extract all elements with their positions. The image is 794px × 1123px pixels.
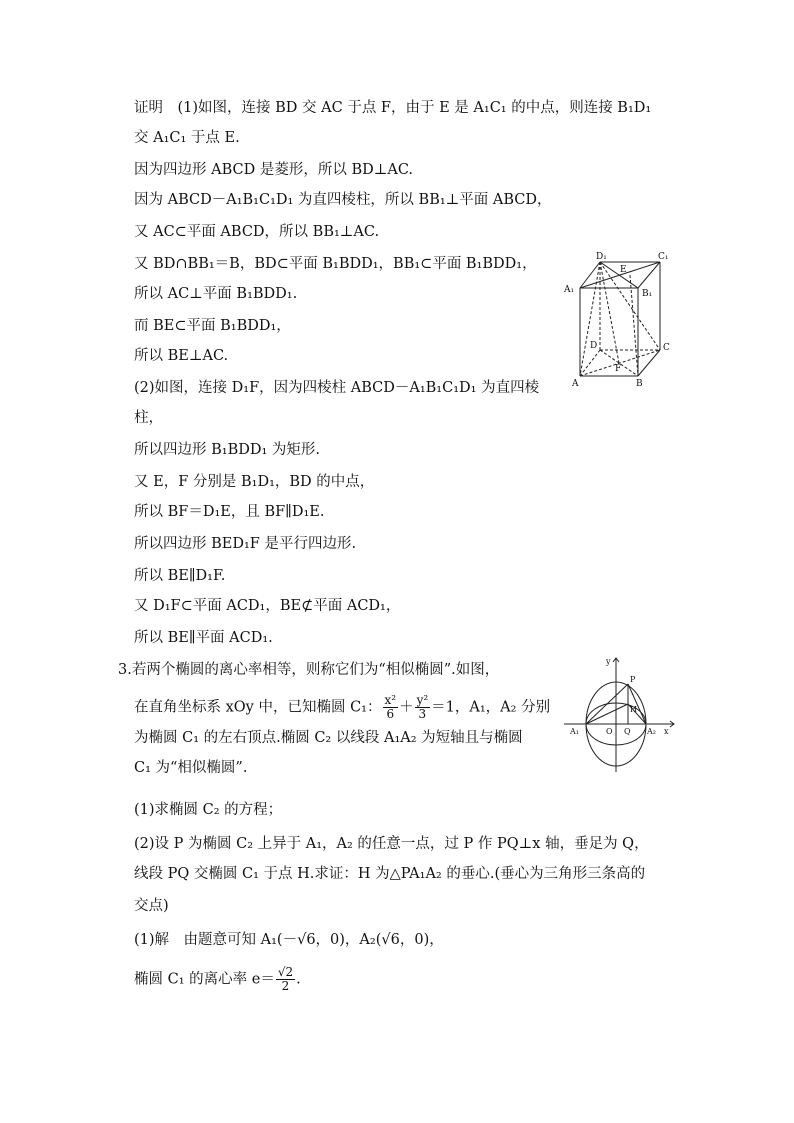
- proof-line-4: 因为 ABCD－A₁B₁C₁D₁ 为直四棱柱，所以 BB₁⊥平面 ABCD，: [134, 192, 552, 208]
- proof-line-16: 所以 BE∥D₁F.: [134, 568, 226, 584]
- label-a2: A₂: [647, 727, 656, 736]
- proof-line-15: 所以四边形 BED₁F 是平行四边形.: [134, 536, 357, 552]
- label-c1: C₁: [658, 252, 669, 262]
- label-b1: B₁: [642, 289, 653, 299]
- problem3-line-2a: 在直角坐标系 xOy 中，已知椭圆 C₁：: [134, 699, 382, 716]
- problem3-line-9: (1)解 由题意可知 A₁(－√6，0)，A₂(√6，0)，: [134, 932, 444, 948]
- proof-line-17: 又 D₁F⊂平面 ACD₁，BE⊄平面 ACD₁，: [134, 598, 401, 614]
- fraction-sqrt2-over-2: $\frac{√2}{2}$: [277, 965, 294, 993]
- problem3-line-7: 线段 PQ 交椭圆 C₁ 于点 H.求证：H 为△PA₁A₂ 的垂心.(垂心为三角形三条高的: [134, 866, 646, 882]
- label-p: P: [630, 675, 636, 684]
- label-c: C: [663, 343, 670, 353]
- segment-pa2: [628, 684, 646, 724]
- proof-line-6: 又 BD∩BB₁＝B，BD⊂平面 B₁BDD₁，BB₁⊂平面 B₁BDD₁，: [134, 256, 537, 272]
- label-e: E: [620, 265, 627, 275]
- problem3-line-8: 交点): [134, 898, 169, 914]
- proof-line-18: 所以 BE∥平面 ACD₁.: [134, 630, 273, 646]
- problem3-line-3: 为椭圆 C₁ 的左右顶点.椭圆 C₂ 以线段 A₁A₂ 为短轴且与椭圆: [134, 730, 523, 746]
- problem3-line-10a: 椭圆 C₁ 的离心率 e＝: [134, 971, 275, 988]
- label-a1: A₁: [570, 727, 579, 736]
- label-y: y: [606, 657, 611, 666]
- proof-line-2: 交 A₁C₁ 于点 E.: [134, 130, 240, 146]
- ellipse-figure: [560, 654, 680, 776]
- edge-da: [580, 350, 600, 376]
- problem3-line-6: (2)设 P 为椭圆 C₂ 上异于 A₁，A₂ 的任意一点，过 P 作 PQ⊥x 轴，垂足为 Q，: [134, 836, 649, 852]
- proof-line-7: 所以 AC⊥平面 B₁BDD₁.: [134, 286, 298, 302]
- problem3-line-2b: ＝1，A₁，A₂ 分别: [431, 699, 551, 716]
- proof-line-10: (2)如图，连接 D₁F，因为四棱柱 ABCD－A₁B₁C₁D₁ 为直四棱: [134, 380, 540, 396]
- label-b: B: [636, 379, 643, 389]
- problem3-line-10: 椭圆 C₁ 的离心率 e＝ $\frac{√2}{2}$ .: [134, 965, 301, 993]
- label-q: Q: [624, 727, 631, 736]
- proof-line-11: 柱，: [134, 410, 163, 426]
- fraction-y2-over-3: $\frac{\text{y²}}{3}$: [416, 693, 429, 721]
- proof-line-3: 因为四边形 ABCD 是菱形，所以 BD⊥AC.: [134, 162, 414, 178]
- proof-line-12: 所以四边形 B₁BDD₁ 为矩形.: [134, 442, 321, 458]
- proof-line-13: 又 E，F 分别是 B₁D₁，BD 的中点，: [134, 474, 375, 490]
- label-x: x: [664, 727, 669, 736]
- segment-d1a: [580, 262, 600, 376]
- segment-a1p: [586, 684, 628, 724]
- segment-eb: [630, 275, 638, 376]
- proof-line-9: 所以 BE⊥AC.: [134, 348, 229, 364]
- label-o: O: [606, 727, 613, 736]
- proof-line-1: 证明 (1)如图，连接 BD 交 AC 于点 F，由于 E 是 A₁C₁ 的中点，则连接 B₁D₁: [134, 100, 652, 116]
- proof-line-14: 所以 BF＝D₁E，且 BF∥D₁E.: [134, 504, 325, 520]
- prism-figure: [560, 250, 680, 390]
- fraction-x2-over-6: $\frac{\text{x²}}{6}$: [384, 693, 397, 721]
- problem3-line-2: 在直角坐标系 xOy 中，已知椭圆 C₁： $\frac{\text{x²}}{6}$ ＋ $\frac{\text{y²}}{3}$ ＝1，A₁，A₂ 分别: [134, 693, 551, 721]
- proof-line-5: 又 AC⊂平面 ABCD，所以 BB₁⊥AC.: [134, 224, 380, 240]
- problem3-line-4: C₁ 为“相似椭圆”.: [134, 760, 248, 776]
- problem3-line-1: 3.若两个椭圆的离心率相等，则称它们为“相似椭圆”.如图，: [118, 662, 500, 678]
- label-a1: A₁: [564, 285, 575, 295]
- label-d1: D₁: [596, 252, 607, 262]
- label-f: F: [615, 364, 622, 374]
- segment-a1h: [586, 704, 628, 724]
- label-a: A: [572, 379, 579, 389]
- label-h: H: [630, 705, 637, 714]
- label-d: D: [590, 341, 598, 351]
- proof-line-8: 而 BE⊂平面 B₁BDD₁，: [134, 318, 291, 334]
- segment-d1f: [600, 262, 619, 363]
- edge-d1a1: [580, 262, 600, 288]
- problem3-line-5: (1)求椭圆 C₂ 的方程；: [134, 802, 283, 818]
